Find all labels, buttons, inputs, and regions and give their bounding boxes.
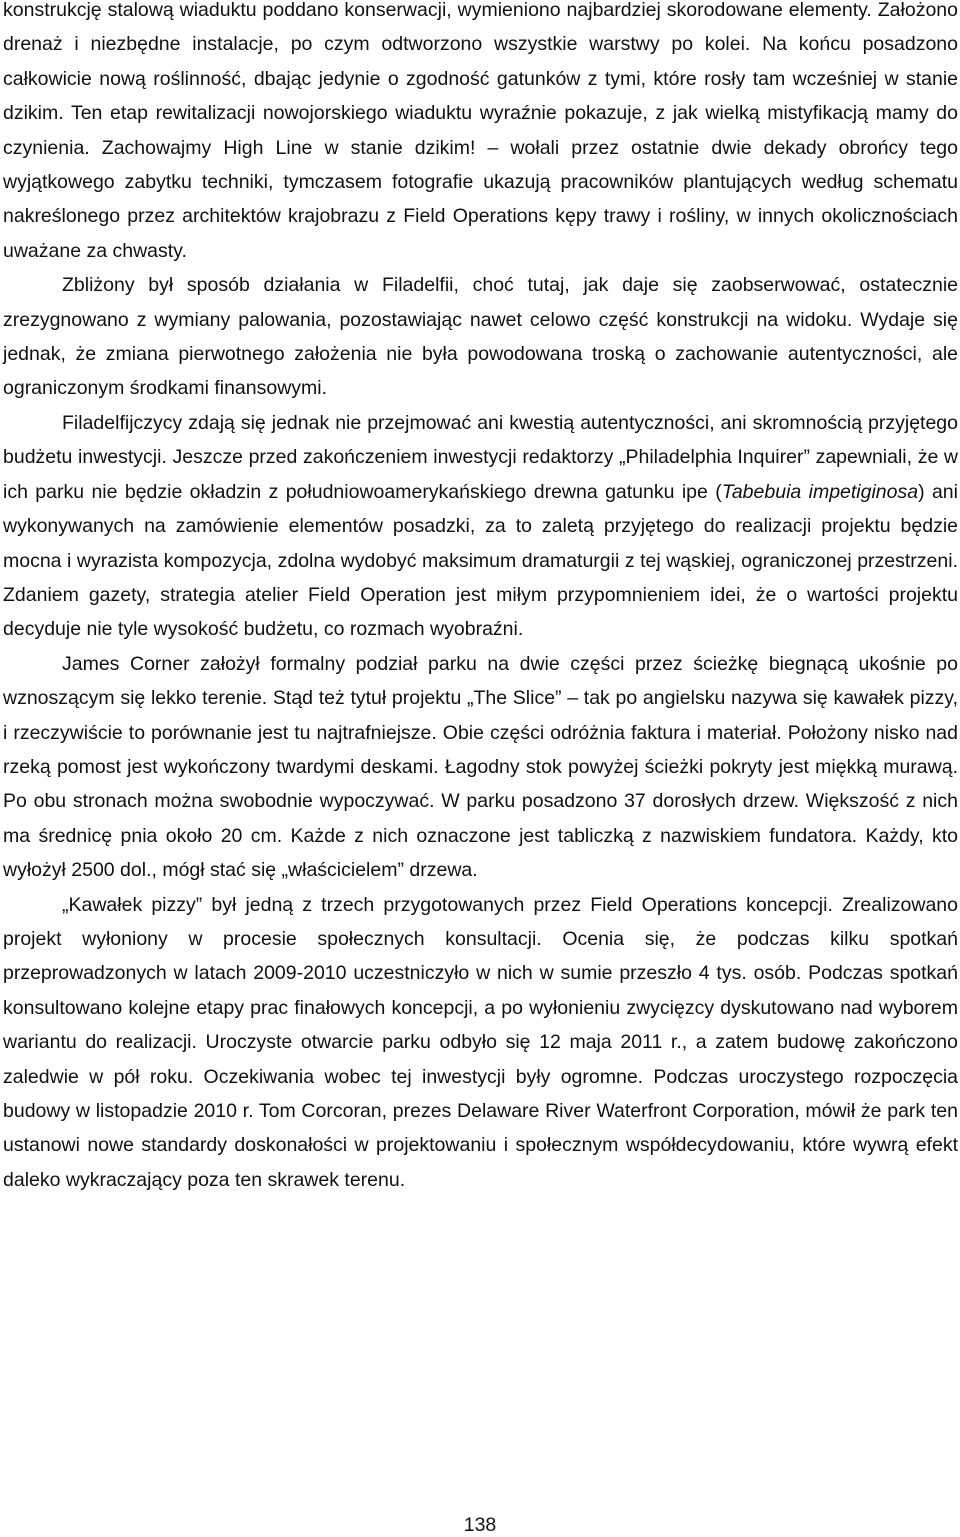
paragraph — [3, 268, 958, 406]
text-run: konstrukcję stalową wiaduktu poddano konserwacji, wymieniono najbardziej skorodowane elementy. Założono drenaż i niezbędne instalacje, po czym odtworzono wszystkie warstwy po kolei. Na końcu posadzono całkowicie nową roślinność, dbając jedynie o zgodność gatunków z tymi, które rosły tam wcześniej w stanie dzikim. Ten etap rewitalizacji nowojorskiego wiaduktu wyraźnie pokazuje, z jak wielką mistyfikacją mamy do czynienia. Zachowajmy High Line w stanie dzikim! – wołali przez ostatnie dwie dekady obrońcy tego wyjątkowego zabytku techniki, tymczasem fotografie ukazują pracowników plantujących według schematu nakreślonego przez architektów krajobrazu z Field Operations kępy trawy i rośliny, w innych okolicznościach uważane za chwasty. — [3, 0, 958, 262]
text-run: Filadelfijczycy zdają się jednak nie przejmować ani kwestią autentyczności, ani skromnością przyjętego budżetu inwestycji. Jeszcze przed zakończeniem inwestycji redaktorzy „Philadelphia Inquirer” zapewniali, że w ich parku nie będzie okładzin z południowoamerykańskiego drewna gatunku ipe ( — [3, 411, 958, 503]
text-run: James Corner założył formalny podział parku na dwie części przez ścieżkę biegnącą ukośnie po wznoszącym się lekko terenie. Stąd też tytuł projektu „The Slice” – tak po angielsku nazywa się kawałek pizzy, i rzeczywiście to porównanie jest tu najtrafniejsze. Obie części odróżnia faktura i materiał. Położony nisko nad rzeką pomost jest wykończony twardymi deskami. Łagodny stok powyżej ścieżki pokryty jest miękką murawą. Po obu stronach można swobodnie wypoczywać. W parku posadzono 37 dorosłych drzew. Większość z nich ma średnicę pnia około 20 cm. Każde z nich oznaczone jest tabliczką z nazwiskiem fundatora. Każdy, kto wyłożył 2500 dol., mógł stać się „właścicielem” drzewa. — [3, 652, 958, 882]
italic-text-run: Tabebuia impetiginosa — [721, 480, 919, 503]
text-run: Zbliżony był sposób działania w Filadelfii, choć tutaj, jak daje się zaobserwować, ostatecznie zrezygnowano z wymiany palowania, pozostawiając nawet celowo część konstrukcji na widoku. Wydaje się jednak, że zmiana pierwotnego założenia nie była powodowana troską o zachowanie autentyczności, ale ograniczonym środkami finansowymi. — [3, 274, 958, 400]
paragraph — [3, 406, 958, 647]
text-run: „Kawałek pizzy” był jedną z trzech przygotowanych przez Field Operations koncepcji. Zrealizowano projekt wyłoniony w procesie społecznych konsultacji. Ocenia się, że podczas kilku spotkań przeprowadzonych w latach 2009-2010 uczestniczyło w nich w sumie przeszło 4 tys. osób. Podczas spotkań konsultowano kolejne etapy prac finałowych koncepcji, a po wyłonieniu zwycięzcy dyskutowano nad wyborem wariantu do realizacji. Uroczyste otwarcie parku odbyło się 12 maja 2011 r., a zatem budowę zakończono zaledwie w pół roku. Oczekiwania wobec tej inwestycji były ogromne. Podczas uroczystego rozpoczęcia budowy w listopadzie 2010 r. Tom Corcoran, prezes Delaware River Waterfront Corporation, mówił że park ten ustanowi nowe standardy doskonałości w projektowaniu i społecznym współdecydowaniu, które wywrą efekt daleko wykraczający poza ten skrawek terenu. — [3, 893, 958, 1191]
page-number: 138 — [463, 1514, 497, 1536]
article-body — [3, 0, 958, 1197]
paragraph — [3, 0, 958, 268]
text-run: ) ani wykonywanych na zamówienie elementów posadzki, za to zaletą przyjętego do realizacji projektu będzie mocna i wyrazista kompozycja, zdolna wydobyć maksimum dramaturgii z tej wąskiej, ograniczonej przestrzeni. Zdaniem gazety, strategia atelier Field Operation jest miłym przypomnieniem idei, że o wartości projektu decyduje nie tyle wysokość budżetu, co rozmach wyobraźni. — [3, 480, 958, 641]
paragraph — [3, 647, 958, 888]
paragraph — [3, 888, 958, 1198]
